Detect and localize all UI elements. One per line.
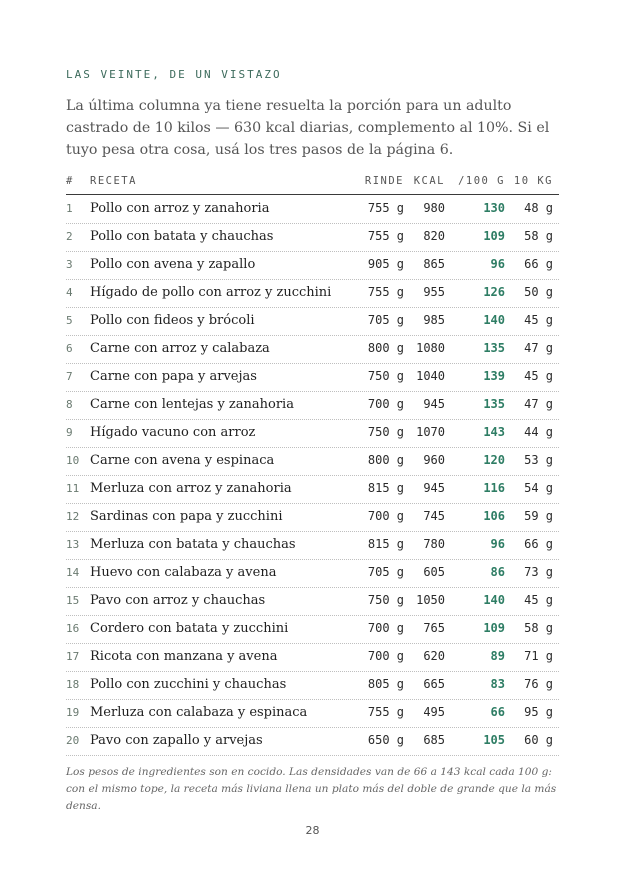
recipe-name: Carne con arroz y calabaza xyxy=(90,341,270,356)
recipe-kcal-per-100g: 116 xyxy=(483,481,505,495)
portion-10kg: 54 g xyxy=(524,481,553,495)
row-number: 16 xyxy=(66,622,80,635)
header-10kg: 10 KG xyxy=(513,175,553,187)
portion-10kg: 73 g xyxy=(524,565,553,579)
portion-10kg: 48 g xyxy=(524,201,553,215)
recipe-kcal: 960 xyxy=(423,453,445,467)
table-row xyxy=(66,588,559,616)
recipe-kcal-per-100g: 140 xyxy=(483,593,505,607)
recipe-kcal: 820 xyxy=(423,229,445,243)
recipe-kcal-per-100g: 139 xyxy=(483,369,505,383)
recipe-name: Carne con lentejas y zanahoria xyxy=(90,397,294,412)
recipe-kcal: 665 xyxy=(423,677,445,691)
recipe-name: Merluza con arroz y zanahoria xyxy=(90,481,292,496)
recipe-kcal: 865 xyxy=(423,257,445,271)
portion-10kg: 44 g xyxy=(524,425,553,439)
table-row xyxy=(66,364,559,392)
row-number: 12 xyxy=(66,510,80,523)
recipe-yield: 755 g xyxy=(367,285,404,299)
portion-10kg: 66 g xyxy=(524,537,553,551)
recipe-yield: 705 g xyxy=(367,565,404,579)
recipe-table xyxy=(66,196,559,756)
table-row xyxy=(66,616,559,644)
row-number: 8 xyxy=(66,398,73,411)
recipe-name: Carne con avena y espinaca xyxy=(90,453,275,468)
recipe-yield: 800 g xyxy=(367,453,404,467)
portion-10kg: 95 g xyxy=(524,705,553,719)
recipe-kcal: 495 xyxy=(423,705,445,719)
header-num: # xyxy=(66,175,74,187)
recipe-name: Pollo con avena y zapallo xyxy=(90,257,256,272)
recipe-yield: 650 g xyxy=(367,733,404,747)
recipe-yield: 750 g xyxy=(367,593,404,607)
table-row xyxy=(66,280,559,308)
recipe-kcal: 1040 xyxy=(416,369,445,383)
portion-10kg: 66 g xyxy=(524,257,553,271)
recipe-kcal-per-100g: 109 xyxy=(483,621,505,635)
intro-paragraph: La última columna ya tiene resuelta la porción para un adulto castrado de 10 kilos — 630 kcal diarias, complemento al 10%. Si el tuyo pesa otra cosa, usá los tres pasos de la página 6. xyxy=(66,98,550,158)
page-number: 28 xyxy=(305,824,320,837)
header-yield: RINDE xyxy=(364,175,404,187)
recipe-kcal: 980 xyxy=(423,201,445,215)
row-number: 14 xyxy=(66,566,80,579)
table-header xyxy=(66,170,559,195)
recipe-yield: 750 g xyxy=(367,369,404,383)
recipe-kcal-per-100g: 109 xyxy=(483,229,505,243)
recipe-name: Sardinas con papa y zucchini xyxy=(90,509,283,524)
portion-10kg: 58 g xyxy=(524,229,553,243)
table-row xyxy=(66,392,559,420)
row-number: 20 xyxy=(66,734,80,747)
recipe-kcal: 765 xyxy=(423,621,445,635)
recipe-kcal: 605 xyxy=(423,565,445,579)
recipe-name: Pavo con arroz y chauchas xyxy=(90,593,266,608)
recipe-kcal-per-100g: 135 xyxy=(483,341,505,355)
row-number: 4 xyxy=(66,286,73,299)
portion-10kg: 50 g xyxy=(524,285,553,299)
recipe-kcal: 1070 xyxy=(416,425,445,439)
recipe-yield: 700 g xyxy=(367,621,404,635)
table-row xyxy=(66,644,559,672)
recipe-name: Pollo con batata y chauchas xyxy=(90,229,274,244)
recipe-kcal: 945 xyxy=(423,397,445,411)
recipe-name: Pollo con zucchini y chauchas xyxy=(90,677,287,692)
recipe-kcal-per-100g: 86 xyxy=(490,565,505,579)
recipe-name: Pollo con arroz y zanahoria xyxy=(90,201,270,216)
table-row xyxy=(66,504,559,532)
portion-10kg: 60 g xyxy=(524,733,553,747)
recipe-name: Pavo con zapallo y arvejas xyxy=(90,733,263,748)
table-row xyxy=(66,728,559,756)
row-number: 9 xyxy=(66,426,73,439)
recipe-name: Cordero con batata y zucchini xyxy=(90,621,289,636)
footnote: Los pesos de ingredientes son en cocido. Las densidades van de 66 a 143 kcal cada 100 g: con el mismo tope, la receta más liviana llena un plato más del doble de grande que la más densa. xyxy=(66,766,557,812)
recipe-yield: 755 g xyxy=(367,201,404,215)
recipe-kcal-per-100g: 140 xyxy=(483,313,505,327)
recipe-yield: 905 g xyxy=(367,257,404,271)
table-row xyxy=(66,560,559,588)
recipe-kcal: 685 xyxy=(423,733,445,747)
header-recipe: RECETA xyxy=(90,175,137,187)
row-number: 11 xyxy=(66,482,80,495)
row-number: 2 xyxy=(66,230,73,243)
recipe-yield: 700 g xyxy=(367,397,404,411)
recipe-name: Huevo con calabaza y avena xyxy=(90,565,277,580)
recipe-yield: 750 g xyxy=(367,425,404,439)
row-number: 10 xyxy=(66,454,80,467)
recipe-name: Merluza con calabaza y espinaca xyxy=(90,705,308,720)
recipe-name: Carne con papa y arvejas xyxy=(90,369,257,384)
row-number: 5 xyxy=(66,314,73,327)
recipe-kcal-per-100g: 120 xyxy=(483,453,505,467)
recipe-kcal-per-100g: 126 xyxy=(483,285,505,299)
recipe-kcal-per-100g: 83 xyxy=(490,677,505,691)
recipe-kcal-per-100g: 96 xyxy=(490,257,505,271)
recipe-yield: 755 g xyxy=(367,705,404,719)
table-row xyxy=(66,308,559,336)
recipe-kcal-per-100g: 96 xyxy=(490,537,505,551)
recipe-kcal: 780 xyxy=(423,537,445,551)
recipe-kcal-per-100g: 143 xyxy=(483,425,505,439)
table-row xyxy=(66,252,559,280)
table-row xyxy=(66,224,559,252)
table-row xyxy=(66,420,559,448)
recipe-kcal: 985 xyxy=(423,313,445,327)
portion-10kg: 45 g xyxy=(524,593,553,607)
portion-10kg: 45 g xyxy=(524,313,553,327)
recipe-kcal-per-100g: 89 xyxy=(490,649,505,663)
row-number: 15 xyxy=(66,594,80,607)
recipe-yield: 800 g xyxy=(367,341,404,355)
recipe-name: Hígado vacuno con arroz xyxy=(90,425,256,440)
recipe-name: Ricota con manzana y avena xyxy=(90,649,278,664)
portion-10kg: 47 g xyxy=(524,397,553,411)
recipe-kcal: 955 xyxy=(423,285,445,299)
table-row xyxy=(66,476,559,504)
portion-10kg: 45 g xyxy=(524,369,553,383)
portion-10kg: 71 g xyxy=(524,649,553,663)
portion-10kg: 59 g xyxy=(524,509,553,523)
recipe-name: Hígado de pollo con arroz y zucchini xyxy=(90,285,332,300)
recipe-yield: 700 g xyxy=(367,509,404,523)
table-row xyxy=(66,336,559,364)
recipe-yield: 815 g xyxy=(367,481,404,495)
recipe-kcal-per-100g: 105 xyxy=(483,733,505,747)
header-kcal: KCAL xyxy=(413,175,445,187)
recipe-kcal-per-100g: 66 xyxy=(490,705,505,719)
recipe-kcal-per-100g: 106 xyxy=(483,509,505,523)
row-number: 17 xyxy=(66,650,80,663)
portion-10kg: 58 g xyxy=(524,621,553,635)
recipe-name: Pollo con fideos y brócoli xyxy=(90,313,255,328)
row-number: 18 xyxy=(66,678,80,691)
recipe-name: Merluza con batata y chauchas xyxy=(90,537,296,552)
row-number: 13 xyxy=(66,538,80,551)
row-number: 3 xyxy=(66,258,73,271)
table-row xyxy=(66,196,559,224)
portion-10kg: 53 g xyxy=(524,453,553,467)
recipe-kcal: 745 xyxy=(423,509,445,523)
recipe-yield: 815 g xyxy=(367,537,404,551)
row-number: 7 xyxy=(66,370,73,383)
recipe-kcal-per-100g: 130 xyxy=(483,201,505,215)
portion-10kg: 76 g xyxy=(524,677,553,691)
recipe-yield: 805 g xyxy=(367,677,404,691)
recipe-kcal: 945 xyxy=(423,481,445,495)
row-number: 19 xyxy=(66,706,80,719)
recipe-kcal: 620 xyxy=(423,649,445,663)
portion-10kg: 47 g xyxy=(524,341,553,355)
recipe-yield: 755 g xyxy=(367,229,404,243)
table-row xyxy=(66,700,559,728)
section-kicker: LAS VEINTE, DE UN VISTAZO xyxy=(66,68,282,81)
header-per100: /100 G xyxy=(458,175,505,187)
recipe-kcal: 1050 xyxy=(416,593,445,607)
row-number: 1 xyxy=(66,202,73,215)
row-number: 6 xyxy=(66,342,73,355)
recipe-kcal: 1080 xyxy=(416,341,445,355)
table-row xyxy=(66,532,559,560)
table-row xyxy=(66,448,559,476)
recipe-yield: 700 g xyxy=(367,649,404,663)
recipe-yield: 705 g xyxy=(367,313,404,327)
recipe-kcal-per-100g: 135 xyxy=(483,397,505,411)
table-row xyxy=(66,672,559,700)
